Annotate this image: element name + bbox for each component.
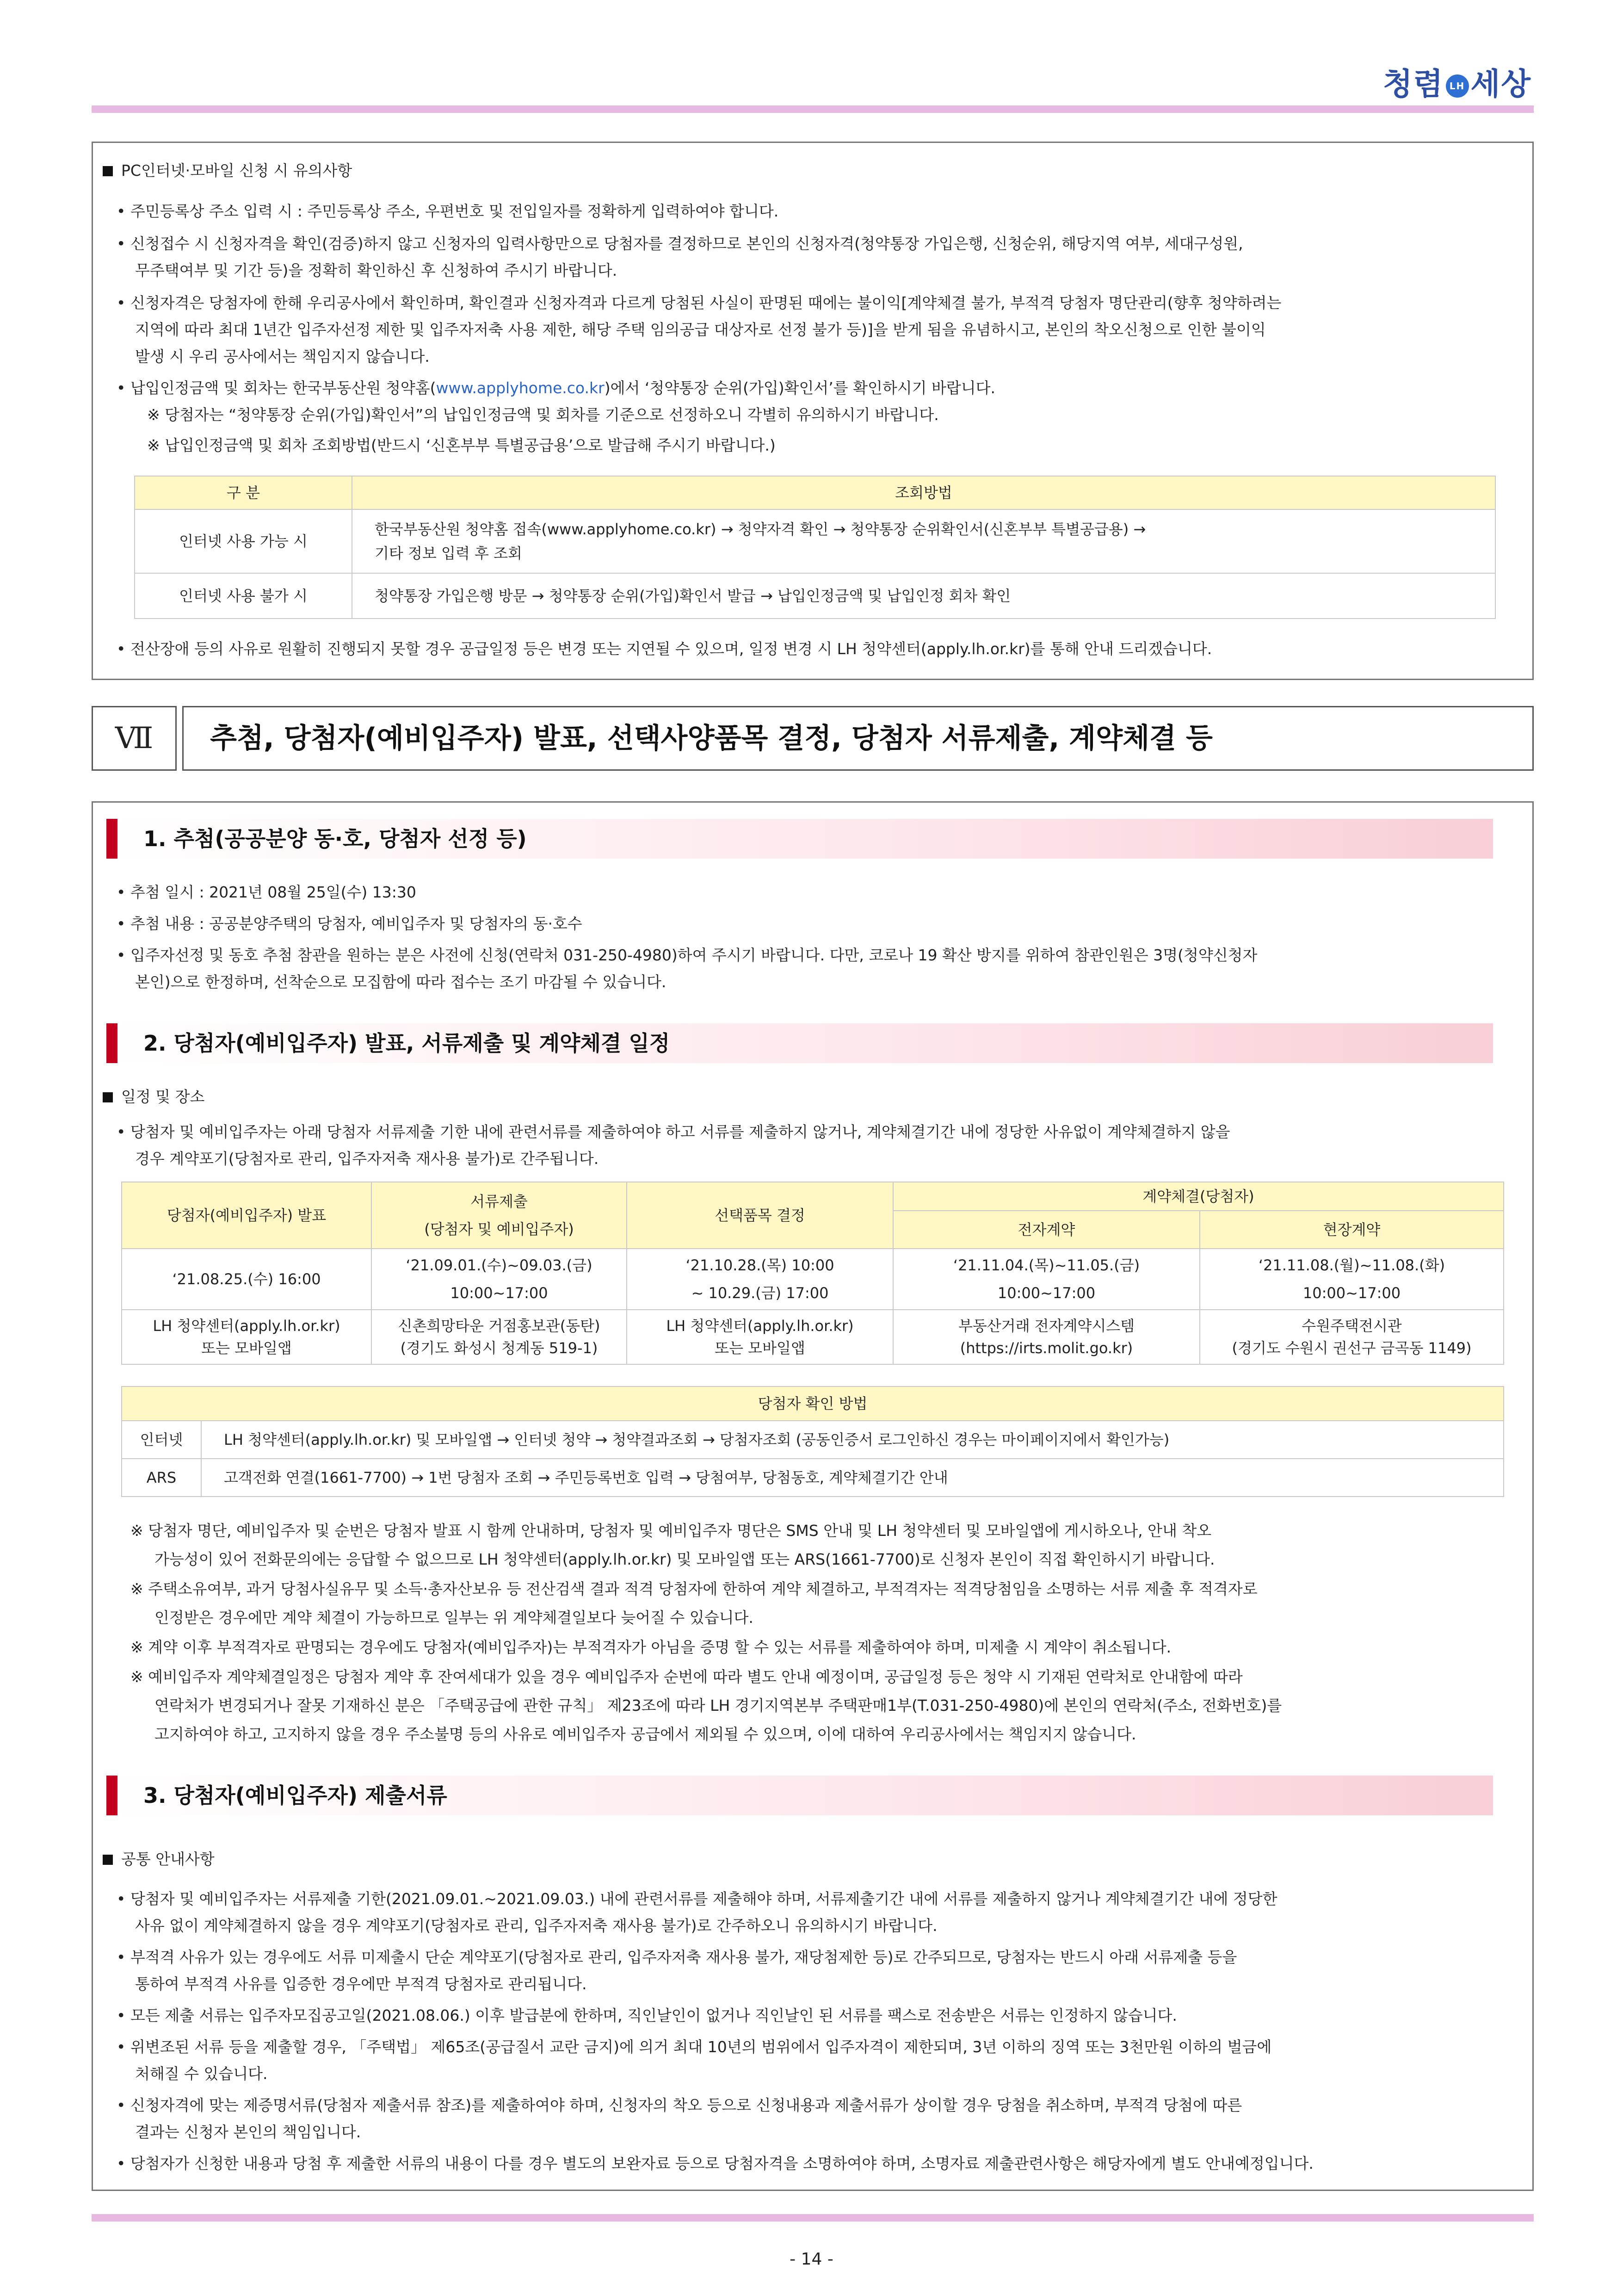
lookup-header-method: 조회방법	[352, 476, 1495, 509]
s2-note-3: ※ 계약 이후 부적격자로 판명되는 경우에도 당첨자(예비입주자)는 부적격자가 아님을 증명 할 수 있는 서류를 제출하여야 하며, 미제출 시 계약이 취소됩니다.	[130, 1638, 1172, 1656]
notice-bullet-applyhome: • 납입인정금액 및 회차는 한국부동산원 청약홈(www.applyhome.co.kr)에서 ‘청약통장 순위(가입)확인서’를 확인하시기 바랍니다.	[117, 379, 995, 397]
lookup-row-online-method: 한국부동산원 청약홈 접속(www.applyhome.co.kr) → 청약자격 확인 → 청약통장 순위확인서(신혼부부 특별공급용) → 기타 정보 입력 후 조회	[352, 509, 1495, 573]
square-bullet-icon	[103, 1092, 113, 1102]
schedule-h-option: 선택품목 결정	[627, 1182, 893, 1249]
schedule-r2-announce: LH 청약센터(apply.lh.or.kr) 또는 모바일앱	[122, 1310, 371, 1364]
schedule-r2-econtract: 부동산거래 전자계약시스템 (https://irts.molit.go.kr)	[893, 1310, 1200, 1364]
section3-header	[106, 1776, 1493, 1815]
s2-subheading: 일정 및 장소	[103, 1083, 204, 1111]
notice-last-bullet: • 전산장애 등의 사유로 원활히 진행되지 못할 경우 공급일정 등은 변경 또는 지연될 수 있으며, 일정 변경 시 LH 청약센터(apply.lh.or.kr)를 통해 안내 드리겠습니다.	[117, 640, 1212, 658]
logo-text-right: 세상	[1470, 66, 1532, 102]
confirm-table	[121, 1386, 1504, 1497]
s3-bullet-2-cont: 통하여 부적격 사유를 입증한 경우에만 부적격 당첨자로 관리됩니다.	[135, 1975, 587, 1993]
schedule-r1-site: ‘21.11.08.(월)~11.08.(화) 10:00~17:00	[1200, 1249, 1504, 1310]
notice-bullet-3: • 신청자격은 당첨자에 한해 우리공사에서 확인하며, 확인결과 신청자격과 다르게 당첨된 사실이 판명된 때에는 불이익[계약체결 불가, 부적격 당첨자 명단관리(향후 청약하려는	[117, 294, 1282, 312]
s2-intro-cont: 경우 계약포기(당첨자로 관리, 입주자저축 재사용 불가)로 간주됩니다.	[135, 1150, 599, 1168]
schedule-r1-option: ‘21.10.28.(목) 10:00 ~ 10.29.(금) 17:00	[627, 1249, 893, 1310]
notice-bullet-3-cont2: 발생 시 우리 공사에서는 책임지지 않습니다.	[135, 347, 430, 365]
s3-bullet-5: • 신청자격에 맞는 제증명서류(당첨자 제출서류 참조)를 제출하여야 하며, 신청자의 착오 등으로 신청내용과 제출서류가 상이할 경우 당첨을 취소하며, 부적격 당첨에 따른	[117, 2096, 1242, 2114]
s3-subheading: 공통 안내사항	[103, 1845, 215, 1874]
s3-bullet-1: • 당첨자 및 예비입주자는 서류제출 기한(2021.09.01.~2021.09.03.) 내에 관련서류를 제출해야 하며, 서류제출기간 내에 서류를 제출하지 않거나 계약체결기간 내에 정당한	[117, 1890, 1277, 1908]
logo-text-left: 청렴	[1383, 66, 1444, 102]
logo-mark: LH	[1446, 74, 1469, 98]
s3-bullet-3: • 모든 제출 서류는 입주자모집공고일(2021.08.06.) 이후 발급분에 한하며, 직인날인이 없거나 직인날인 된 서류를 팩스로 전송받은 서류는 인정하지 않습니다.	[117, 2006, 1177, 2024]
lookup-table	[134, 476, 1496, 619]
lookup-header-category: 구 분	[135, 476, 352, 509]
s2-note-2-cont: 인정받은 경우에만 계약 체결이 가능하므로 일부는 위 계약체결일보다 늦어질 수 있습니다.	[154, 1609, 753, 1627]
section1-header	[106, 819, 1493, 859]
notice-subnote-1: ※ 당첨자는 “청약통장 순위(가입)확인서”의 납입인정금액 및 회차를 기준으로 선정하오니 각별히 유의하시기 바랍니다.	[147, 406, 939, 424]
s1-bullet-3-cont: 본인)으로 한정하며, 선착순으로 모집함에 따라 접수는 조기 마감될 수 있습니다.	[135, 973, 666, 991]
chapter-title: 추첨, 당첨자(예비입주자) 발표, 선택사양품목 결정, 당첨자 서류제출, 계약체결 등	[210, 722, 1213, 755]
section3-title: 3. 당첨자(예비입주자) 제출서류	[143, 1783, 447, 1808]
schedule-h-docs: 서류제출 (당첨자 및 예비입주자)	[371, 1182, 627, 1249]
schedule-r1-docs: ‘21.09.01.(수)~09.03.(금) 10:00~17:00	[371, 1249, 627, 1310]
schedule-h-econtract: 전자계약	[893, 1211, 1200, 1249]
page-number: - 14 -	[790, 2250, 833, 2269]
top-divider	[92, 105, 1534, 113]
schedule-r1-announce: ‘21.08.25.(수) 16:00	[122, 1249, 371, 1310]
schedule-r1-econtract: ‘21.11.04.(목)~11.05.(금) 10:00~17:00	[893, 1249, 1200, 1310]
schedule-r2-docs: 신촌희망타운 거점홍보관(동탄) (경기도 화성시 청계동 519-1)	[371, 1310, 627, 1364]
confirm-internet-label: 인터넷	[122, 1421, 201, 1459]
notice-bullet-3-cont1: 지역에 따라 최대 1년간 입주자선정 제한 및 입주자저축 사용 제한, 해당 주택 임의공급 대상자로 선정 불가 등)]을 받게 됨을 유념하시고, 본인의 착오신청으로 인한 불이익	[135, 321, 1266, 339]
lookup-row-offline-method: 청약통장 가입은행 방문 → 청약통장 순위(가입)확인서 발급 → 납입인정금액 및 납입인정 회차 확인	[352, 573, 1495, 619]
square-bullet-icon	[103, 1855, 113, 1865]
confirm-title: 당첨자 확인 방법	[122, 1386, 1504, 1421]
notice-heading: PC인터넷·모바일 신청 시 유의사항	[103, 156, 352, 185]
confirm-ars-method: 고객전화 연결(1661-7700) → 1번 당첨자 조회 → 주민등록번호 입력 → 당첨여부, 당첨동호, 계약체결기간 안내	[201, 1459, 1504, 1497]
notice-bullet-2: • 신청접수 시 신청자격을 확인(검증)하지 않고 신청자의 입력사항만으로 당첨자를 결정하므로 본인의 신청자격(청약통장 가입은행, 신청순위, 해당지역 여부, 세대구성원,	[117, 235, 1243, 253]
schedule-table	[121, 1182, 1504, 1365]
s3-bullet-5-cont: 결과는 신청자 본인의 책임입니다.	[135, 2123, 361, 2141]
schedule-r2-option: LH 청약센터(apply.lh.or.kr) 또는 모바일앱	[627, 1310, 893, 1364]
s2-note-4: ※ 예비입주자 계약체결일정은 당첨자 계약 후 잔여세대가 있을 경우 예비입주자 순번에 따라 별도 안내 예정이며, 공급일정 등은 청약 시 기재된 연락처로 안내함에 따라	[130, 1668, 1243, 1686]
schedule-h-announce: 당첨자(예비입주자) 발표	[122, 1182, 371, 1249]
s2-note-2: ※ 주택소유여부, 과거 당첨사실유무 및 소득·총자산보유 등 전산검색 결과 적격 당첨자에 한하여 계약 체결하고, 부적격자는 적격당첨임을 소명하는 서류 제출 후 적격자로	[130, 1580, 1258, 1598]
notice-bullet-1: • 주민등록상 주소 입력 시 : 주민등록상 주소, 우편번호 및 전입일자를 정확하게 입력하여야 합니다.	[117, 202, 779, 220]
section1-title: 1. 추첨(공공분양 동·호, 당첨자 선정 등)	[143, 826, 527, 851]
applyhome-link[interactable]: www.applyhome.co.kr	[436, 379, 605, 397]
confirm-internet-method: LH 청약센터(apply.lh.or.kr) 및 모바일앱 → 인터넷 청약 → 청약결과조회 → 당첨자조회 (공동인증서 로그인하신 경우는 마이페이지에서 확인가능)	[201, 1421, 1504, 1459]
section2-title: 2. 당첨자(예비입주자) 발표, 서류제출 및 계약체결 일정	[143, 1031, 670, 1056]
s3-bullet-4: • 위변조된 서류 등을 제출할 경우, 「주택법」 제65조(공급질서 교란 금지)에 의거 최대 10년의 범위에서 입주자격이 제한되며, 3년 이하의 징역 또는 3천만원 이하의 벌금에	[117, 2038, 1272, 2056]
chapter-number: Ⅶ	[115, 721, 154, 755]
s2-note-4-cont1: 연락처가 변경되거나 잘못 기재하신 분은 「주택공급에 관한 규칙」 제23조에 따라 LH 경기지역본부 주택판매1부(T.031-250-4980)에 본인의 연락처(주소, 전화번호)를	[154, 1696, 1282, 1714]
s3-bullet-4-cont: 처해질 수 있습니다.	[135, 2065, 268, 2083]
square-bullet-icon	[103, 166, 113, 176]
schedule-h-site: 현장계약	[1200, 1211, 1504, 1249]
s3-bullet-6: • 당첨자가 신청한 내용과 당첨 후 제출한 서류의 내용이 다를 경우 별도의 보완자료 등으로 당첨자격을 소명하여야 하며, 소명자료 제출관련사항은 해당자에게 별도 안내예정입니다.	[117, 2154, 1314, 2172]
s1-bullet-1: • 추첨 일시 : 2021년 08월 25일(수) 13:30	[117, 883, 416, 901]
schedule-h-contract: 계약체결(당첨자)	[893, 1182, 1504, 1211]
s3-bullet-2: • 부적격 사유가 있는 경우에도 서류 미제출시 단순 계약포기(당첨자로 관리, 입주자저축 재사용 불가, 재당첨제한 등)로 간주되므로, 당첨자는 반드시 아래 서류제출 등을	[117, 1948, 1237, 1966]
notice-bullet-2-cont: 무주택여부 및 기간 등)을 정확히 확인하신 후 신청하여 주시기 바랍니다.	[135, 261, 617, 279]
s3-bullet-1-cont: 사유 없이 계약체결하지 않을 경우 계약포기(당첨자로 관리, 입주자저축 재사용 불가)로 간주하오니 유의하시기 바랍니다.	[135, 1917, 938, 1935]
confirm-ars-label: ARS	[122, 1459, 201, 1497]
s2-note-1: ※ 당첨자 명단, 예비입주자 및 순번은 당첨자 발표 시 함께 안내하며, 당첨자 및 예비입주자 명단은 SMS 안내 및 LH 청약센터 및 모바일앱에 게시하오나, 안내 착오	[130, 1522, 1212, 1540]
lookup-row-online-label: 인터넷 사용 가능 시	[135, 509, 352, 573]
s2-note-1-cont: 가능성이 있어 전화문의에는 응답할 수 없으므로 LH 청약센터(apply.lh.or.kr) 및 모바일앱 또는 ARS(1661-7700)로 신청자 본인이 직접 확인하시기 바랍니다.	[154, 1550, 1215, 1568]
lookup-row-offline-label: 인터넷 사용 불가 시	[135, 573, 352, 619]
section2-header	[106, 1023, 1493, 1063]
s1-bullet-2: • 추첨 내용 : 공공분양주택의 당첨자, 예비입주자 및 당첨자의 동·호수	[117, 915, 582, 933]
s2-note-4-cont2: 고지하여야 하고, 고지하지 않을 경우 주소불명 등의 사유로 예비입주자 공급에서 제외될 수 있으며, 이에 대하여 우리공사에서는 책임지지 않습니다.	[154, 1725, 1136, 1743]
schedule-r2-site: 수원주택전시관 (경기도 수원시 권선구 금곡동 1149)	[1200, 1310, 1504, 1364]
logo	[1383, 59, 1531, 103]
bottom-divider	[92, 2214, 1534, 2222]
notice-subnote-2: ※ 납입인정금액 및 회차 조회방법(반드시 ‘신혼부부 특별공급용’으로 발급해 주시기 바랍니다.)	[147, 436, 776, 454]
s1-bullet-3: • 입주자선정 및 동호 추첨 참관을 원하는 분은 사전에 신청(연락처 031-250-4980)하여 주시기 바랍니다. 다만, 코로나 19 확산 방지를 위하여 참관인원은 3명(청약신청자	[117, 946, 1258, 964]
s2-intro: • 당첨자 및 예비입주자는 아래 당첨자 서류제출 기한 내에 관련서류를 제출하여야 하고 서류를 제출하지 않거나, 계약체결기간 내에 정당한 사유없이 계약체결하지 않을	[117, 1123, 1230, 1141]
